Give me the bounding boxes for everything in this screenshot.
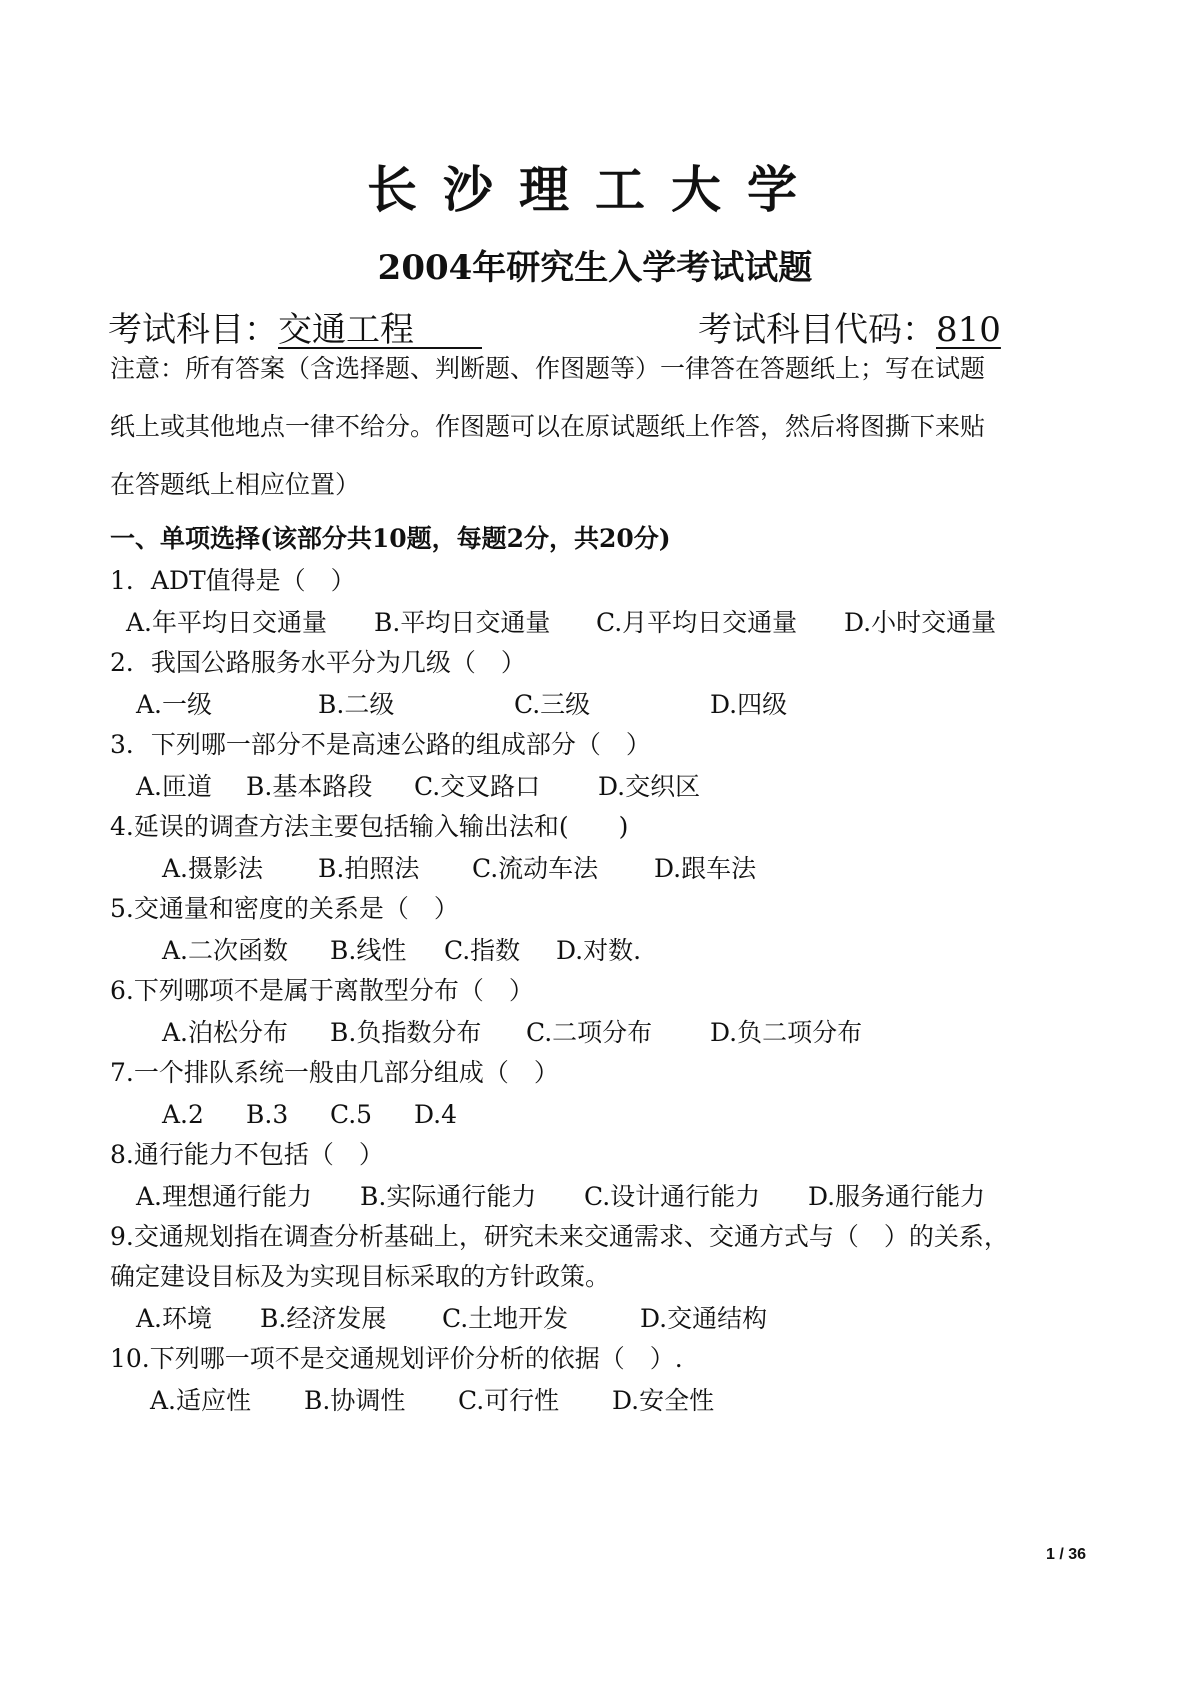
subject-underline-pad (414, 310, 482, 350)
question-2-options (136, 690, 787, 720)
subject-value: 交通工程 (278, 310, 414, 350)
question-4-stem: 4.延误的调查方法主要包括输入输出法和( ) (110, 812, 629, 841)
option-b: B.3 (246, 1100, 289, 1129)
notice-line-2: 纸上或其他地点一律不给分。作图题可以在原试题纸上作答，然后将图撕下来贴 (110, 412, 986, 441)
option-c: C.土地开发 (442, 1304, 569, 1333)
option-a: A.环境 (136, 1304, 213, 1333)
option-d: D.交织区 (598, 772, 701, 801)
code-label: 考试科目代码： (698, 310, 936, 350)
option-b: B.线性 (330, 936, 407, 965)
university-title: 长沙理工大学 (367, 160, 823, 219)
option-a: A.泊松分布 (162, 1018, 289, 1047)
question-6-stem: 6.下列哪项不是属于离散型分布（ ） (110, 976, 534, 1005)
option-d: D.对数. (556, 936, 642, 965)
option-a: A.2 (162, 1100, 204, 1129)
option-d: D.负二项分布 (710, 1018, 863, 1047)
option-b: B.平均日交通量 (374, 608, 551, 637)
option-b: B.负指数分布 (330, 1018, 482, 1047)
option-a: A.摄影法 (162, 854, 264, 883)
option-a: A.年平均日交通量 (126, 608, 328, 637)
option-c: C.可行性 (458, 1386, 560, 1415)
option-d: D.交通结构 (640, 1304, 768, 1333)
option-d: D.安全性 (612, 1386, 715, 1415)
question-10-stem: 10.下列哪一项不是交通规划评价分析的依据（ ）. (110, 1344, 683, 1373)
question-1-stem: 1．ADT值得是（ ） (110, 566, 356, 595)
question-2-stem: 2．我国公路服务水平分为几级（ ） (110, 648, 526, 677)
option-c: C.二项分布 (526, 1018, 653, 1047)
option-a: A.一级 (136, 690, 213, 719)
option-b: B.基本路段 (246, 772, 373, 801)
option-b: B.实际通行能力 (360, 1182, 537, 1211)
option-c: C.月平均日交通量 (596, 608, 798, 637)
question-9-stem-continued: 确定建设目标及为实现目标采取的方针政策。 (110, 1262, 611, 1291)
question-5-options (162, 936, 641, 966)
subject-label: 考试科目： (108, 310, 278, 350)
option-c: C.流动车法 (472, 854, 599, 883)
question-5-stem: 5.交通量和密度的关系是（ ） (110, 894, 459, 923)
question-7-options (162, 1100, 457, 1130)
option-d: D.跟车法 (654, 854, 757, 883)
option-d: D.小时交通量 (844, 608, 997, 637)
question-3-stem: 3．下列哪一部分不是高速公路的组成部分（ ） (110, 730, 651, 759)
option-c: C.5 (330, 1100, 373, 1129)
question-1-options (126, 608, 996, 638)
option-c: C.设计通行能力 (584, 1182, 761, 1211)
page-number: 1 / 36 (1045, 1546, 1086, 1563)
question-8-stem: 8.通行能力不包括（ ） (110, 1140, 384, 1169)
option-c: C.三级 (514, 690, 591, 719)
option-d: D.四级 (710, 690, 788, 719)
exam-title: 2004年研究生入学考试试题 (377, 248, 813, 288)
option-c: C.指数 (444, 936, 521, 965)
notice-line-3: 在答题纸上相应位置） (110, 470, 361, 499)
question-9-options (136, 1304, 767, 1334)
option-d: D.4 (414, 1100, 458, 1129)
option-a: A.二次函数 (162, 936, 289, 965)
option-c: C.交叉路口 (414, 772, 541, 801)
option-a: A.理想通行能力 (136, 1182, 313, 1211)
question-9-stem: 9.交通规划指在调查分析基础上，研究未来交通需求、交通方式与（ ）的关系， (110, 1222, 1009, 1251)
question-4-options (162, 854, 756, 884)
question-6-options (162, 1018, 862, 1048)
question-7-stem: 7.一个排队系统一般由几部分组成（ ） (110, 1058, 559, 1087)
option-d: D.服务通行能力 (808, 1182, 986, 1211)
option-b: B.拍照法 (318, 854, 420, 883)
question-10-options (150, 1386, 714, 1416)
section-heading: 一、单项选择(该部分共10题，每题2分，共20分) (110, 524, 671, 553)
question-8-options (136, 1182, 985, 1212)
code-row (698, 308, 1001, 352)
option-b: B.二级 (318, 690, 395, 719)
option-a: A.适应性 (150, 1386, 252, 1415)
code-value: 810 (936, 310, 1001, 350)
subject-row (108, 308, 482, 352)
option-b: B.经济发展 (260, 1304, 387, 1333)
question-3-options (136, 772, 700, 802)
notice-line-1: 注意：所有答案（含选择题、判断题、作图题等）一律答在答题纸上；写在试题 (110, 354, 986, 383)
option-a: A.匝道 (136, 772, 213, 801)
option-b: B.协调性 (304, 1386, 406, 1415)
